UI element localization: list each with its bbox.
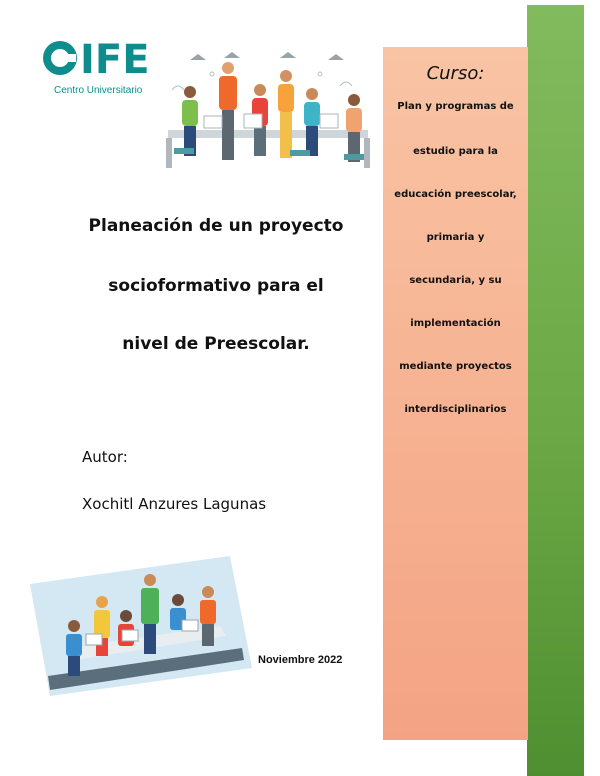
- course-line: interdisciplinarios: [404, 404, 507, 415]
- title-line: Planeación de un proyecto: [88, 216, 344, 236]
- green-side-bar: [527, 5, 584, 776]
- course-heading: Curso:: [426, 63, 485, 84]
- title-line: nivel de Preescolar.: [122, 334, 310, 354]
- course-line: Plan y programas de: [397, 101, 514, 112]
- team-illustration-top: [160, 50, 380, 178]
- course-line: educación preescolar,: [394, 189, 517, 200]
- date: Noviembre 2022: [258, 654, 343, 666]
- course-line: secundaria, y su: [409, 275, 502, 286]
- course-line: estudio para la: [413, 146, 498, 157]
- course-line: mediante proyectos: [399, 361, 512, 372]
- course-line: primaria y: [426, 232, 485, 243]
- logo-subtitle: Centro Universitario: [54, 85, 143, 96]
- course-panel: [383, 47, 528, 740]
- author-label: Autor:: [82, 448, 128, 466]
- author-name: Xochitl Anzures Lagunas: [82, 495, 267, 513]
- team-illustration-bottom: [30, 556, 252, 696]
- cife-logo: [40, 36, 165, 98]
- course-line: implementación: [410, 318, 501, 329]
- logo-word: IFE: [80, 37, 150, 83]
- title-line: socioformativo para el: [108, 276, 324, 296]
